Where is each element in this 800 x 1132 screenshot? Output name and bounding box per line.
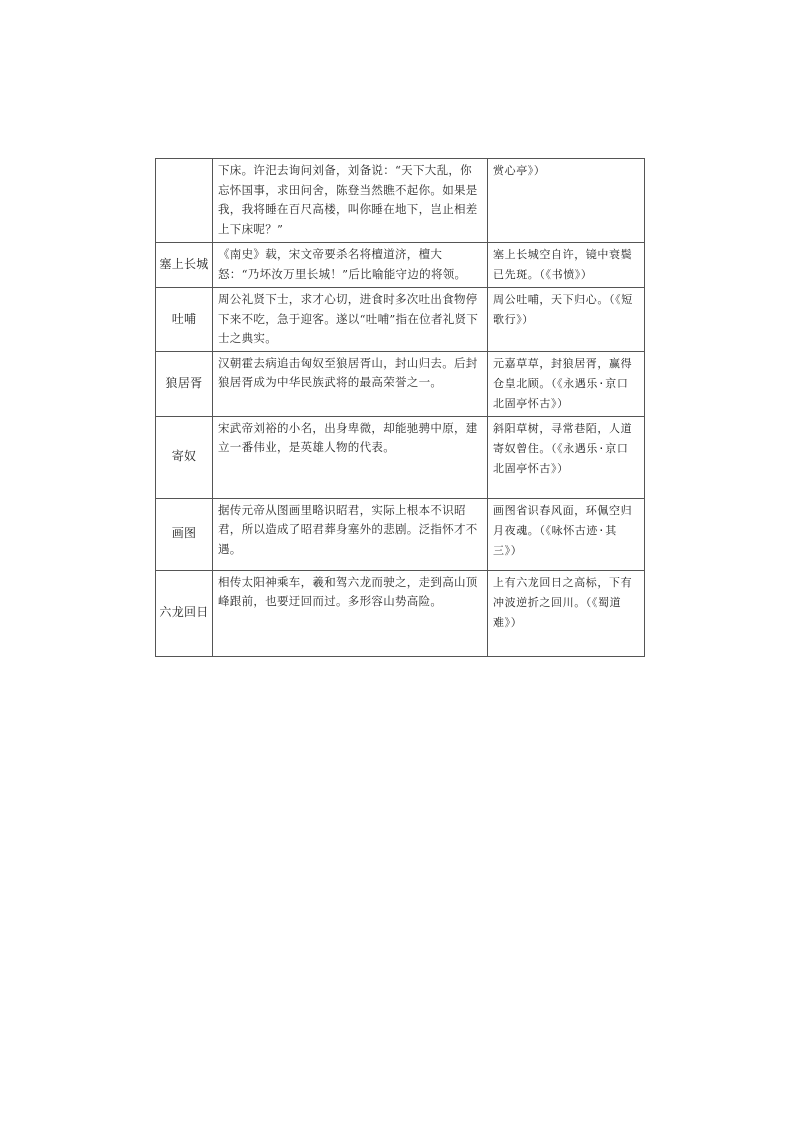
term-cell: 狼居胥: [156, 351, 213, 416]
table-row: [156, 159, 645, 243]
table-row: [156, 288, 645, 352]
example-cell: 塞上长城空自许，镜中衰鬓已先斑。（《书愤》）: [488, 243, 645, 288]
example-cell: 上有六龙回日之高标，下有冲波逆折之回川。（《蜀道难》）: [488, 570, 645, 656]
explanation-cell: 据传元帝从图画里略识昭君，实际上根本不识昭君，所以造成了昭君葬身塞外的悲剧。泛指怀才不遇。: [213, 498, 488, 570]
term-cell: [156, 159, 213, 243]
explanation-cell: 汉朝霍去病追击匈奴至狼居胥山，封山归去。后封狼居胥成为中华民族武将的最高荣誉之一。: [213, 351, 488, 416]
term-cell: 吐哺: [156, 288, 213, 352]
example-cell: 赏心亭》）: [488, 159, 645, 243]
term-cell: 寄奴: [156, 416, 213, 498]
explanation-cell: 《南史》载，宋文帝要杀名将檀道济，檀大怒：“乃坏汝万里长城！”后比喻能守边的将领。: [213, 243, 488, 288]
explanation-cell: 相传太阳神乘车，羲和驾六龙而驶之，走到高山顶峰跟前，也要迂回而过。多形容山势高险。: [213, 570, 488, 656]
table-row: [156, 243, 645, 288]
table-row: [156, 416, 645, 498]
table-row: [156, 351, 645, 416]
table-row: [156, 570, 645, 656]
explanation-cell: 周公礼贤下士，求才心切，进食时多次吐出食物停下来不吃，急于迎客。遂以“吐哺”指在位者礼贤下士之典实。: [213, 288, 488, 352]
example-cell: 元嘉草草，封狼居胥，赢得仓皇北顾。（《永遇乐·京口北固亭怀古》）: [488, 351, 645, 416]
term-cell: 画图: [156, 498, 213, 570]
example-cell: 斜阳草树，寻常巷陌，人道寄奴曾住。（《永遇乐·京口北固亭怀古》）: [488, 416, 645, 498]
explanation-cell: 下床。许汜去询问刘备，刘备说：“天下大乱，你忘怀国事，求田问舍，陈登当然瞧不起你。如果是我，我将睡在百尺高楼，叫你睡在地下，岂止相差上下床呢？”: [213, 159, 488, 243]
example-cell: 画图省识春风面，环佩空归月夜魂。（《咏怀古迹·其三》）: [488, 498, 645, 570]
table-row: [156, 498, 645, 570]
term-cell: 塞上长城: [156, 243, 213, 288]
example-cell: 周公吐哺，天下归心。（《短歌行》）: [488, 288, 645, 352]
allusion-table: [155, 158, 645, 657]
explanation-cell: 宋武帝刘裕的小名，出身卑微，却能驰骋中原，建立一番伟业，是英雄人物的代表。: [213, 416, 488, 498]
term-cell: 六龙回日: [156, 570, 213, 656]
